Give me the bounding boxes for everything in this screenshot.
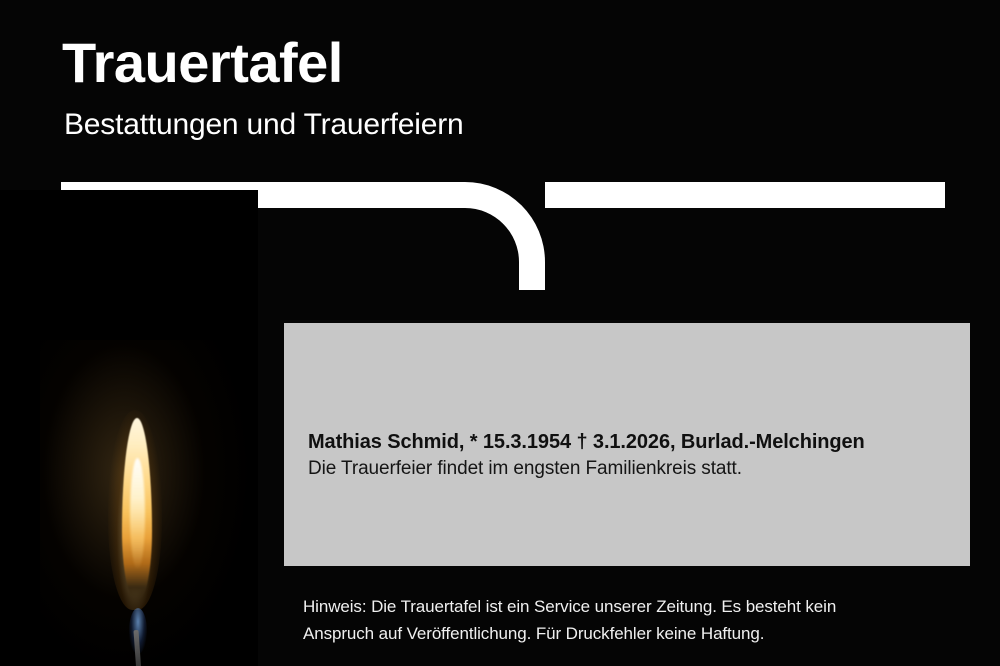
page-subtitle: Bestattungen und Trauerfeiern	[64, 108, 464, 141]
divider-elbow-graphic	[440, 182, 545, 290]
page-title: Trauertafel	[62, 31, 343, 94]
candle-photo	[0, 190, 258, 666]
divider-rule-right	[545, 182, 945, 208]
footer-hint-line-1: Hinweis: Die Trauertafel ist ein Service unserer Zeitung. Es besteht kein	[303, 597, 837, 616]
footer-hint-line-2: Anspruch auf Veröffentlichung. Für Druckfehler keine Haftung.	[303, 624, 765, 644]
footer-hint	[303, 593, 963, 647]
candle-flame-core	[130, 458, 145, 570]
obituary-name-line: Mathias Schmid, * 15.3.1954 † 3.1.2026, Burlad.-Melchingen	[308, 431, 865, 453]
obituary-detail-line: Die Trauerfeier findet im engsten Familienkreis statt.	[308, 458, 742, 479]
